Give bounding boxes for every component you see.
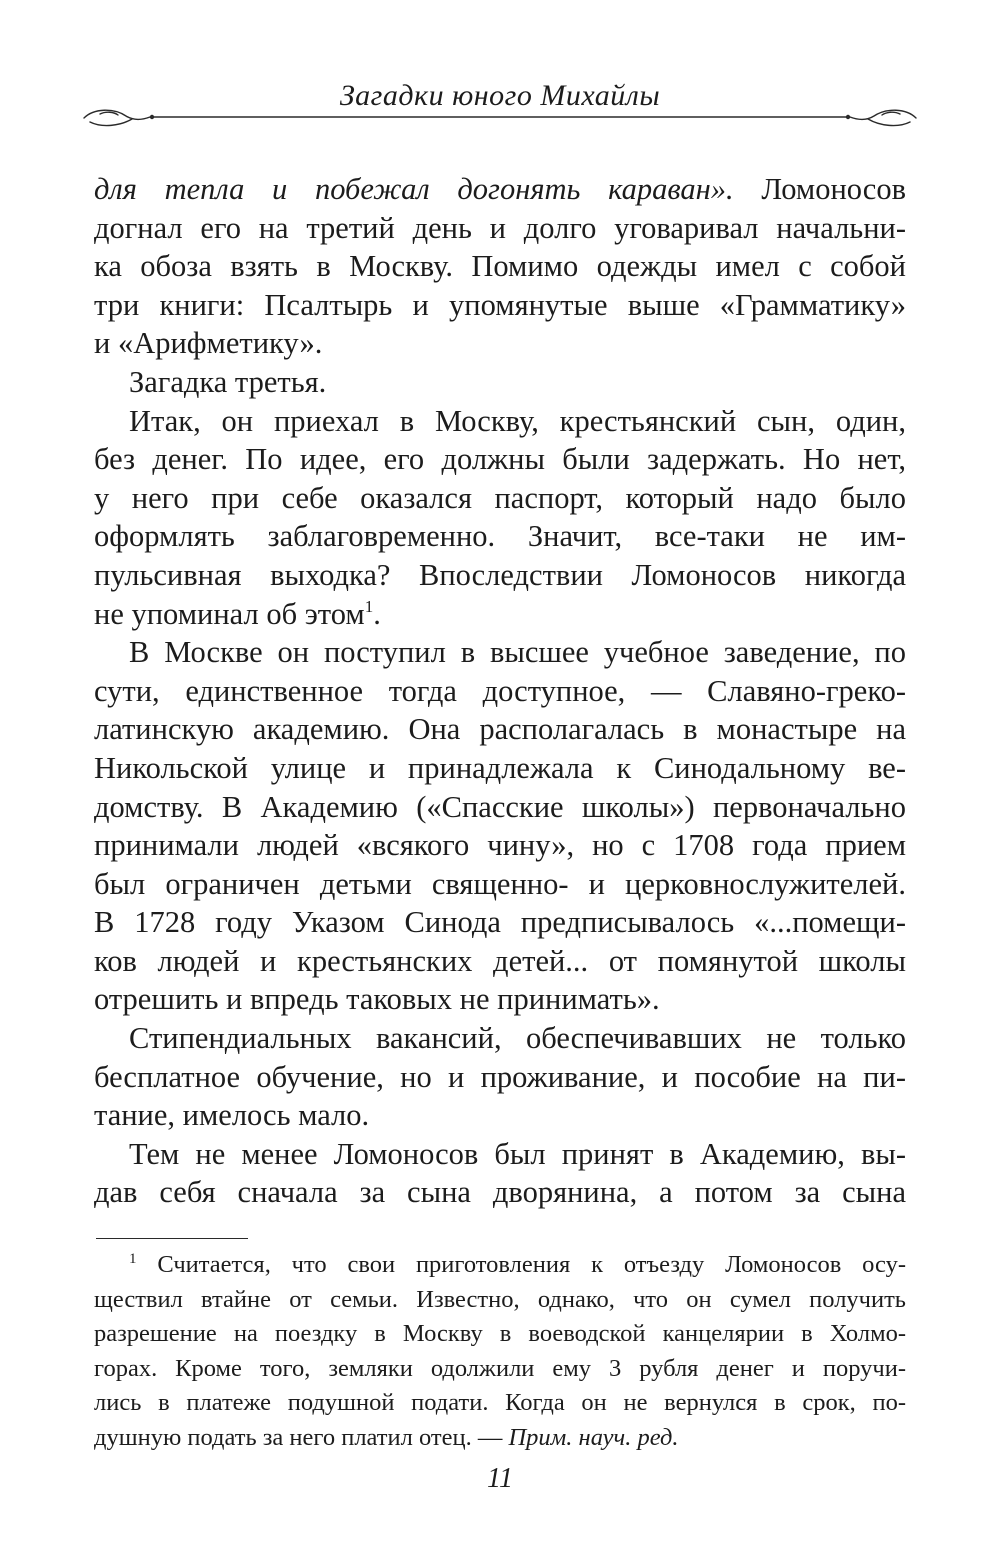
editor-note: Прим. науч. ред. xyxy=(508,1423,679,1451)
line-text: не упоминал об этом xyxy=(94,596,365,631)
text-line: и «Арифметику». xyxy=(94,326,323,361)
text-line: принимали людей «всякого чину», но с 1708 года прием xyxy=(94,828,906,863)
text-line: домству. В Академию («Спасские школы») первоначально xyxy=(94,789,906,824)
italic-quote-end: для тепла и побежал догонять караван». xyxy=(94,172,734,206)
line-text: Ломоносов xyxy=(733,172,906,206)
text-line: Загадка третья. xyxy=(129,364,327,399)
text-line: догнал его на третий день и долго уговаривал начальни- xyxy=(94,210,906,245)
text-line: латинскую академию. Она располагалась в монастыре на xyxy=(94,712,906,747)
text-line xyxy=(94,170,906,209)
running-title: Загадки юного Михайлы xyxy=(339,79,661,112)
text-line: Стипендиальных вакансий, обеспечивавших не только xyxy=(129,1021,906,1056)
header-ornament-rule xyxy=(80,100,920,136)
text-line: пульсивная выходка? Впоследствии Ломоносов никогда xyxy=(94,557,906,592)
text-line: Никольской улице и принадлежала к Синодальному ве- xyxy=(94,750,906,785)
text-line: Тем не менее Ломоносов был принят в Академию, вы- xyxy=(129,1136,906,1171)
text-line xyxy=(94,595,906,634)
text-line: три книги: Псалтырь и упомянутые выше «Грамматику» xyxy=(94,287,906,322)
footnote xyxy=(94,1248,906,1456)
footnote-line: ществил втайне от семьи. Известно, однако, что он сумел получить xyxy=(94,1285,906,1313)
footnote-line: разрешение на поездку в Москву в воеводской канцелярии в Холмо- xyxy=(94,1320,906,1348)
text-line: Итак, он приехал в Москву, крестьянский сын, один, xyxy=(129,403,906,438)
body-text xyxy=(94,170,906,1212)
text-line: ков людей и крестьянских детей... от помянутой школы xyxy=(94,943,906,978)
text-line: отрешить и впредь таковых не принимать». xyxy=(94,982,660,1017)
text-line: В Москве он поступил в высшее учебное заведение, по xyxy=(129,635,906,670)
text-line: В 1728 году Указом Синода предписывалось «...помещи- xyxy=(94,905,906,940)
text-line: оформлять заблаговременно. Значит, все-таки не им- xyxy=(94,519,906,554)
text-line: сути, единственное тогда доступное, — Славяно-греко- xyxy=(94,673,906,708)
footnote-line: горах. Кроме того, земляки одолжили ему 3 рубля денег и поручи- xyxy=(94,1354,906,1382)
footnote-line xyxy=(94,1248,906,1283)
text-line: ка обоза взять в Москву. Помимо одежды имел с собой xyxy=(94,249,906,284)
footnote-line: лись в платеже подушной подати. Когда он не вернулся в срок, по- xyxy=(94,1389,906,1417)
footnote-separator xyxy=(96,1238,248,1239)
text-line: без денег. По идее, его должны были задержать. Но нет, xyxy=(94,442,906,477)
text-line: у него при себе оказался паспорт, который надо было xyxy=(94,480,906,515)
text-line: бесплатное обучение, но и проживание, и пособие на пи- xyxy=(94,1059,906,1094)
line-text: . xyxy=(373,596,381,631)
footnote-reference: 1 xyxy=(364,596,374,616)
text-line: тание, имелось мало. xyxy=(94,1098,370,1133)
text-line: дав себя сначала за сына дворянина, а потом за сына xyxy=(94,1175,906,1210)
footnote-mark: 1 xyxy=(129,1251,137,1267)
footnote-line xyxy=(94,1421,906,1456)
text-line: был ограничен детьми священно- и церковнослужителей. xyxy=(94,866,906,901)
footnote-text: Считается, что свои приготовления к отъезду Ломоносов осу- xyxy=(157,1251,906,1278)
footnote-text: душную подать за него платил отец. — xyxy=(94,1423,509,1451)
page-number: 11 xyxy=(487,1463,513,1494)
